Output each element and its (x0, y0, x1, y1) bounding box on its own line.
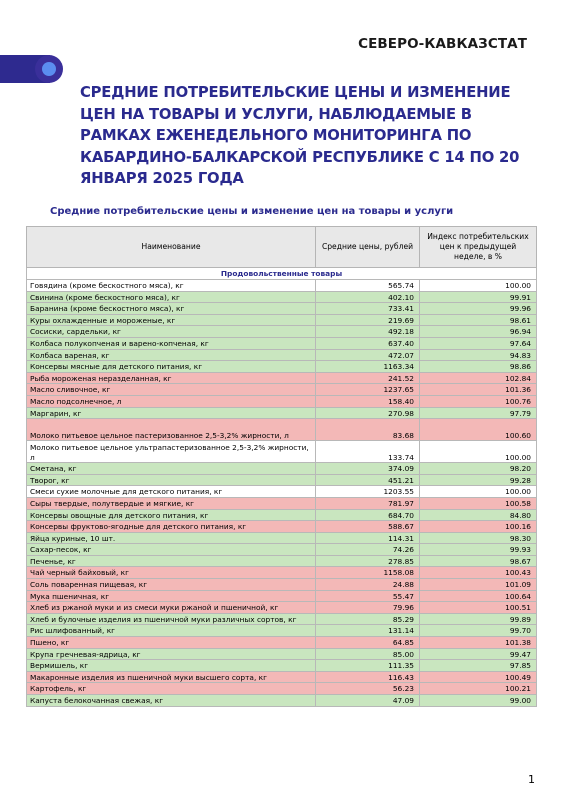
index-cell: 100.00 (420, 280, 537, 292)
price-cell: 85.29 (316, 613, 420, 625)
index-cell: 100.58 (420, 497, 537, 509)
item-name-cell: Хлеб из ржаной муки и из смеси муки ржаной и пшеничной, кг (27, 602, 316, 614)
table-row (27, 441, 537, 463)
price-cell: 74.26 (316, 544, 420, 556)
index-cell: 99.96 (420, 303, 537, 315)
column-header-price: Средние цены, рублей (316, 227, 420, 268)
table-row (27, 544, 537, 556)
organization-name: СЕВЕРО-КАВКАЗСТАТ (358, 36, 527, 52)
item-name-cell: Рис шлифованный, кг (27, 625, 316, 637)
index-cell: 98.20 (420, 463, 537, 475)
item-name-cell: Консервы овощные для детского питания, кг (27, 509, 316, 521)
item-name-cell: Яйца куриные, 10 шт. (27, 532, 316, 544)
index-cell: 96.94 (420, 326, 537, 338)
item-name-cell: Крупа гречневая-ядрица, кг (27, 648, 316, 660)
item-name-cell: Масло подсолнечное, л (27, 395, 316, 407)
index-cell: 99.47 (420, 648, 537, 660)
item-name-cell: Масло сливочное, кг (27, 384, 316, 396)
table-row (27, 407, 537, 419)
index-cell: 98.30 (420, 532, 537, 544)
price-cell: 278.85 (316, 555, 420, 567)
item-name-cell: Колбаса вареная, кг (27, 349, 316, 361)
index-cell: 100.49 (420, 671, 537, 683)
index-cell: 97.85 (420, 660, 537, 672)
logo-dot-icon (42, 62, 56, 76)
index-cell: 100.21 (420, 683, 537, 695)
index-cell: 100.00 (420, 486, 537, 498)
price-cell: 133.74 (316, 441, 420, 463)
index-cell: 100.16 (420, 521, 537, 533)
price-cell: 64.85 (316, 637, 420, 649)
item-name-cell: Молоко питьевое цельное пастеризованное 2,5-3,2% жирности, л (27, 419, 316, 441)
table-row (27, 532, 537, 544)
table-row (27, 509, 537, 521)
table-caption: Средние потребительские цены и изменение цен на товары и услуги (50, 206, 454, 217)
item-name-cell: Мука пшеничная, кг (27, 590, 316, 602)
price-cell: 270.98 (316, 407, 420, 419)
price-cell: 24.88 (316, 579, 420, 591)
price-cell: 1237.65 (316, 384, 420, 396)
index-cell: 98.67 (420, 555, 537, 567)
item-name-cell: Говядина (кроме бескостного мяса), кг (27, 280, 316, 292)
index-cell: 101.09 (420, 579, 537, 591)
item-name-cell: Картофель, кг (27, 683, 316, 695)
item-name-cell: Хлеб и булочные изделия из пшеничной муки различных сортов, кг (27, 613, 316, 625)
item-name-cell: Сосиски, сардельки, кг (27, 326, 316, 338)
price-cell: 637.40 (316, 337, 420, 349)
price-cell: 781.97 (316, 497, 420, 509)
index-cell: 99.93 (420, 544, 537, 556)
price-cell: 56.23 (316, 683, 420, 695)
price-cell: 114.31 (316, 532, 420, 544)
item-name-cell: Макаронные изделия из пшеничной муки высшего сорта, кг (27, 671, 316, 683)
price-cell: 565.74 (316, 280, 420, 292)
index-cell: 100.60 (420, 419, 537, 441)
table-row (27, 326, 537, 338)
item-name-cell: Консервы фруктово-ягодные для детского питания, кг (27, 521, 316, 533)
price-cell: 451.21 (316, 474, 420, 486)
price-cell: 472.07 (316, 349, 420, 361)
item-name-cell: Свинина (кроме бескостного мяса), кг (27, 291, 316, 303)
price-cell: 588.67 (316, 521, 420, 533)
table-row (27, 521, 537, 533)
index-cell: 100.51 (420, 602, 537, 614)
index-cell: 100.76 (420, 395, 537, 407)
price-cell: 79.96 (316, 602, 420, 614)
price-cell: 85.00 (316, 648, 420, 660)
index-cell: 101.38 (420, 637, 537, 649)
table-row (27, 395, 537, 407)
table-row (27, 486, 537, 498)
table-row (27, 671, 537, 683)
price-cell: 158.40 (316, 395, 420, 407)
table-row (27, 625, 537, 637)
column-header-index: Индекс потребительских цен к предыдущей неделе, в % (420, 227, 537, 268)
index-cell: 101.36 (420, 384, 537, 396)
price-cell: 1158.08 (316, 567, 420, 579)
item-name-cell: Творог, кг (27, 474, 316, 486)
index-cell: 100.64 (420, 590, 537, 602)
table-row (27, 637, 537, 649)
table-row (27, 590, 537, 602)
item-name-cell: Куры охлажденные и мороженые, кг (27, 314, 316, 326)
table-row (27, 337, 537, 349)
document-title: СРЕДНИЕ ПОТРЕБИТЕЛЬСКИЕ ЦЕНЫ И ИЗМЕНЕНИЕ ЦЕН НА ТОВАРЫ И УСЛУГИ, НАБЛЮДАЕМЫЕ В РАМКАХ ЕЖЕНЕДЕЛЬНОГО МОНИТОРИНГА ПО КАБАРДИНО-БАЛКАРСКОЙ РЕСПУБЛИКЕ С 14 ПО 20 ЯНВАРЯ 2025 ГОДА (80, 84, 520, 188)
index-cell: 100.43 (420, 567, 537, 579)
table-row (27, 463, 537, 475)
index-cell: 99.91 (420, 291, 537, 303)
table-row (27, 648, 537, 660)
table-row (27, 579, 537, 591)
table-row (27, 497, 537, 509)
table-row (27, 613, 537, 625)
table-row (27, 683, 537, 695)
index-cell: 99.28 (420, 474, 537, 486)
index-cell: 99.00 (420, 695, 537, 707)
table-row (27, 361, 537, 373)
item-name-cell: Молоко питьевое цельное ультрапастеризованное 2,5-3,2% жирности, л (27, 441, 316, 463)
index-cell: 99.70 (420, 625, 537, 637)
price-cell: 684.70 (316, 509, 420, 521)
item-name-cell: Пшено, кг (27, 637, 316, 649)
price-cell: 83.68 (316, 419, 420, 441)
price-cell: 374.09 (316, 463, 420, 475)
item-name-cell: Баранина (кроме бескостного мяса), кг (27, 303, 316, 315)
table-row (27, 555, 537, 567)
item-name-cell: Вермишель, кг (27, 660, 316, 672)
item-name-cell: Чай черный байховый, кг (27, 567, 316, 579)
index-cell: 97.64 (420, 337, 537, 349)
item-name-cell: Колбаса полукопченая и варено-копченая, кг (27, 337, 316, 349)
section-row (27, 268, 537, 280)
price-cell: 111.35 (316, 660, 420, 672)
logo-circle-icon (35, 55, 63, 83)
page-number: 1 (528, 773, 535, 786)
price-cell: 47.09 (316, 695, 420, 707)
table-row (27, 314, 537, 326)
item-name-cell: Капуста белокочанная свежая, кг (27, 695, 316, 707)
index-cell: 100.00 (420, 441, 537, 463)
table-row (27, 372, 537, 384)
item-name-cell: Маргарин, кг (27, 407, 316, 419)
index-cell: 97.79 (420, 407, 537, 419)
section-title: Продовольственные товары (27, 268, 537, 280)
price-cell: 492.18 (316, 326, 420, 338)
item-name-cell: Сметана, кг (27, 463, 316, 475)
item-name-cell: Соль поваренная пищевая, кг (27, 579, 316, 591)
table-row (27, 291, 537, 303)
table-row (27, 384, 537, 396)
item-name-cell: Смеси сухие молочные для детского питания, кг (27, 486, 316, 498)
table-row (27, 303, 537, 315)
table-row (27, 567, 537, 579)
price-cell: 241.52 (316, 372, 420, 384)
table-row (27, 474, 537, 486)
index-cell: 94.83 (420, 349, 537, 361)
price-cell: 219.69 (316, 314, 420, 326)
table-header-row (27, 227, 537, 268)
table-row (27, 280, 537, 292)
index-cell: 98.86 (420, 361, 537, 373)
column-header-name: Наименование (27, 227, 316, 268)
table-row (27, 695, 537, 707)
table-row (27, 660, 537, 672)
price-cell: 55.47 (316, 590, 420, 602)
table-row (27, 419, 537, 441)
index-cell: 102.84 (420, 372, 537, 384)
item-name-cell: Консервы мясные для детского питания, кг (27, 361, 316, 373)
table-row (27, 349, 537, 361)
price-cell: 1203.55 (316, 486, 420, 498)
prices-table (26, 226, 537, 707)
price-cell: 116.43 (316, 671, 420, 683)
item-name-cell: Сыры твердые, полутвердые и мягкие, кг (27, 497, 316, 509)
index-cell: 99.89 (420, 613, 537, 625)
index-cell: 84.80 (420, 509, 537, 521)
price-cell: 402.10 (316, 291, 420, 303)
index-cell: 98.61 (420, 314, 537, 326)
item-name-cell: Сахар-песок, кг (27, 544, 316, 556)
price-cell: 1163.34 (316, 361, 420, 373)
item-name-cell: Рыба мороженая неразделанная, кг (27, 372, 316, 384)
price-cell: 733.41 (316, 303, 420, 315)
table-row (27, 602, 537, 614)
item-name-cell: Печенье, кг (27, 555, 316, 567)
price-cell: 131.14 (316, 625, 420, 637)
